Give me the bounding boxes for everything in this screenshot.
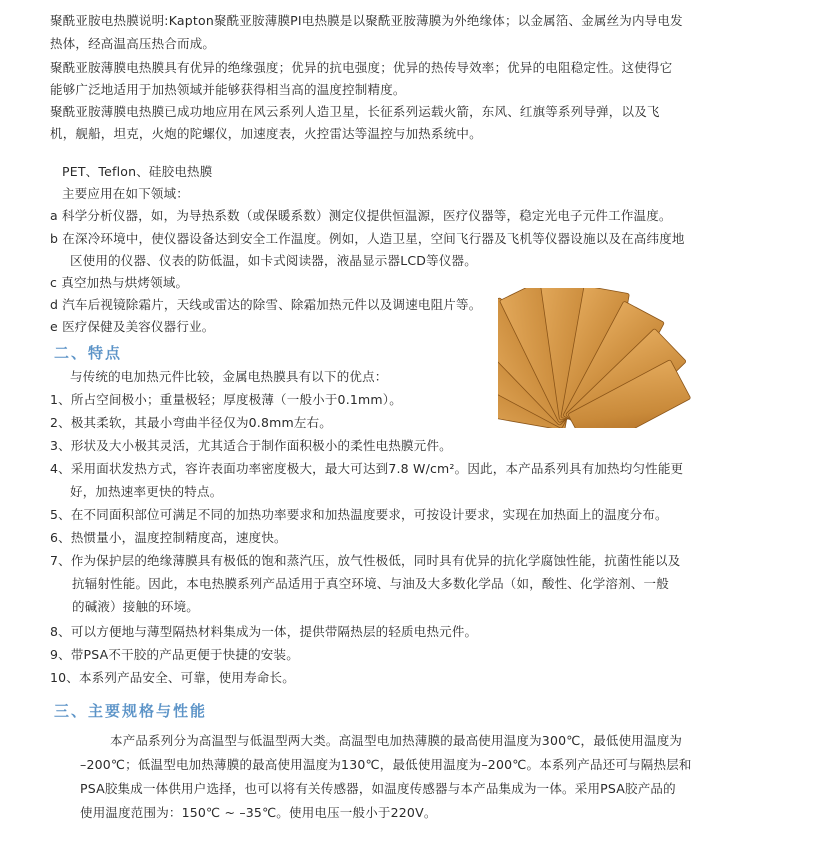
feature-item: 6、热惯量小，温度控制精度高，速度快。	[50, 530, 287, 545]
intro-line: 热体，经高温高压热合而成。	[50, 36, 216, 51]
feature-item: 好，加热速率更快的特点。	[70, 484, 223, 499]
feature-item: 1、所占空间极小；重量极轻；厚度极薄（一般小于0.1mm）。	[50, 392, 402, 407]
feature-item: 抗辐射性能。因此，本电热膜系列产品适用于真空环境、与油及大多数化学品（如，酸性、化学溶剂、一般	[72, 576, 669, 591]
intro-line: 能够广泛地适用于加热领域并能够获得相当高的温度控制精度。	[50, 82, 406, 97]
feature-item: 3、形状及大小极其灵活，尤其适合于制作面积极小的柔性电热膜元件。	[50, 438, 452, 453]
application-item: e 医疗保健及美容仪器行业。	[50, 319, 215, 334]
intro-line: 机，舰船，坦克，火炮的陀螺仪，加速度表，火控雷达等温控与加热系统中。	[50, 126, 482, 141]
intro-line: 聚酰亚胺电热膜说明:Kapton聚酰亚胺薄膜PI电热膜是以聚酰亚胺薄膜为外绝缘体；以金属箔、金属丝为内导电发	[50, 13, 683, 28]
application-item: d 汽车后视镜除霜片，天线或雷达的除雪、除霜加热元件以及调速电阻片等。	[50, 297, 482, 312]
film-strips	[498, 288, 691, 428]
specs-line: 使用温度范围为：150℃ ~ –35℃。使用电压一般小于220V。	[80, 805, 437, 820]
specs-line: –200℃；低温型电加热薄膜的最高使用温度为130℃，最低使用温度为–200℃。本系列产品还可与隔热层和	[80, 757, 692, 772]
feature-item: 4、采用面状发热方式，容许表面功率密度极大，最大可达到7.8 W/cm²。因此，本产品系列具有加热均匀性能更	[50, 461, 684, 476]
application-item: a 科学分析仪器，如，为导热系数（或保暖系数）测定仪提供恒温源，医疗仪器等，稳定光电子元件工作温度。	[50, 208, 672, 223]
application-item: 区使用的仪器、仪表的防低温，如卡式阅读器，液晶显示器LCD等仪器。	[70, 253, 477, 268]
specs-line: PSA胶集成一体供用户选择，也可以将有关传感器，如温度传感器与本产品集成为一体。采用PSA胶产品的	[80, 781, 676, 796]
feature-item: 2、极其柔软，其最小弯曲半径仅为0.8mm左右。	[50, 415, 332, 430]
application-item: b 在深冷环境中，使仪器设备达到安全工作温度。例如，人造卫星，空间飞行器及飞机等仪器设施以及在高纬度地	[50, 231, 685, 246]
heating-film-fan-image	[498, 288, 748, 428]
intro-line: 聚酰亚胺薄膜电热膜具有优异的绝缘强度；优异的抗电强度；优异的热传导效率；优异的电阻稳定性。这使得它	[50, 60, 673, 75]
feature-item: 10、本系列产品安全、可靠，使用寿命长。	[50, 670, 295, 685]
feature-item: 的碱液）接触的环境。	[72, 599, 200, 614]
feature-item: 7、作为保护层的绝缘薄膜具有极低的饱和蒸汽压，放气性极低，同时具有优异的抗化学腐蚀性能，抗菌性能以及	[50, 553, 681, 568]
specs-line: 本产品系列分为高温型与低温型两大类。高温型电加热薄膜的最高使用温度为300℃，最低使用温度为	[110, 733, 683, 748]
applications-lead: 主要应用在如下领域：	[62, 186, 190, 201]
feature-item: 8、可以方便地与薄型隔热材料集成为一体，提供带隔热层的轻质电热元件。	[50, 624, 478, 639]
feature-item: 9、带PSA不干胶的产品更便于快捷的安装。	[50, 647, 299, 662]
features-lead: 与传统的电加热元件比较，金属电热膜具有以下的优点：	[70, 369, 388, 384]
intro-line: 聚酰亚胺薄膜电热膜已成功地应用在风云系列人造卫星，长征系列运载火箭，东风、红旗等系列导弹，以及飞	[50, 104, 660, 119]
features-heading: 二、特点	[54, 344, 123, 362]
applications-subtitle: PET、Teflon、硅胶电热膜	[62, 164, 213, 179]
application-item: c 真空加热与烘烤领域。	[50, 275, 189, 290]
feature-item: 5、在不同面积部位可满足不同的加热功率要求和加热温度要求，可按设计要求，实现在加热面上的温度分布。	[50, 507, 668, 522]
specs-heading: 三、主要规格与性能	[54, 702, 208, 720]
